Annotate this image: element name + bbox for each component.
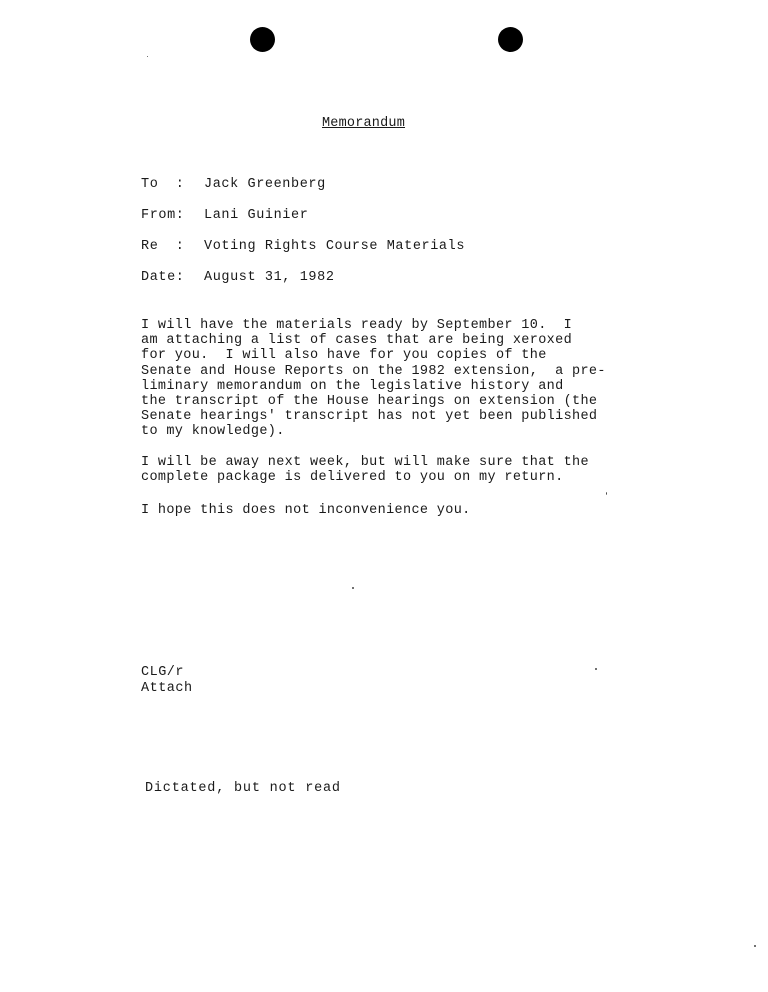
re-line xyxy=(141,239,465,254)
from-line xyxy=(141,208,308,223)
paper-speck xyxy=(606,492,607,495)
memo-title: Memorandum xyxy=(322,116,406,131)
typist-initials: CLG/r xyxy=(141,665,185,680)
to-line xyxy=(141,177,326,192)
from-label: From: xyxy=(141,208,185,223)
body-paragraph-3: I hope this does not inconvenience you. xyxy=(141,503,471,518)
paper-speck xyxy=(754,945,756,947)
from-value: Lani Guinier xyxy=(204,208,309,223)
paper-speck xyxy=(595,668,597,670)
body-paragraph-1: I will have the materials ready by September 10. I am attaching a list of cases that are being xeroxed for you. I will also have for you copies of the Senate and House Reports on the 1982 extension, a pre- liminary memorandum on the legislative history and the transcript of the House hearings on extension (the Senate hearings' transcript has not yet been published to my knowledge). xyxy=(141,318,606,440)
attachment-note: Attach xyxy=(141,681,193,696)
paper-speck xyxy=(352,587,354,589)
to-value: Jack Greenberg xyxy=(204,177,326,192)
date-value: August 31, 1982 xyxy=(204,270,335,285)
paper-speck xyxy=(147,56,148,57)
date-line xyxy=(141,270,335,285)
body-paragraph-2: I will be away next week, but will make sure that the complete package is delivered to you on my return. xyxy=(141,455,589,486)
punch-hole-right xyxy=(498,27,523,52)
re-label: Re : xyxy=(141,239,185,254)
to-label: To : xyxy=(141,177,185,192)
date-label: Date: xyxy=(141,270,185,285)
typist-initials-block xyxy=(141,665,193,697)
dictated-note: Dictated, but not read xyxy=(145,781,341,796)
punch-hole-left xyxy=(250,27,275,52)
re-value: Voting Rights Course Materials xyxy=(204,239,466,254)
